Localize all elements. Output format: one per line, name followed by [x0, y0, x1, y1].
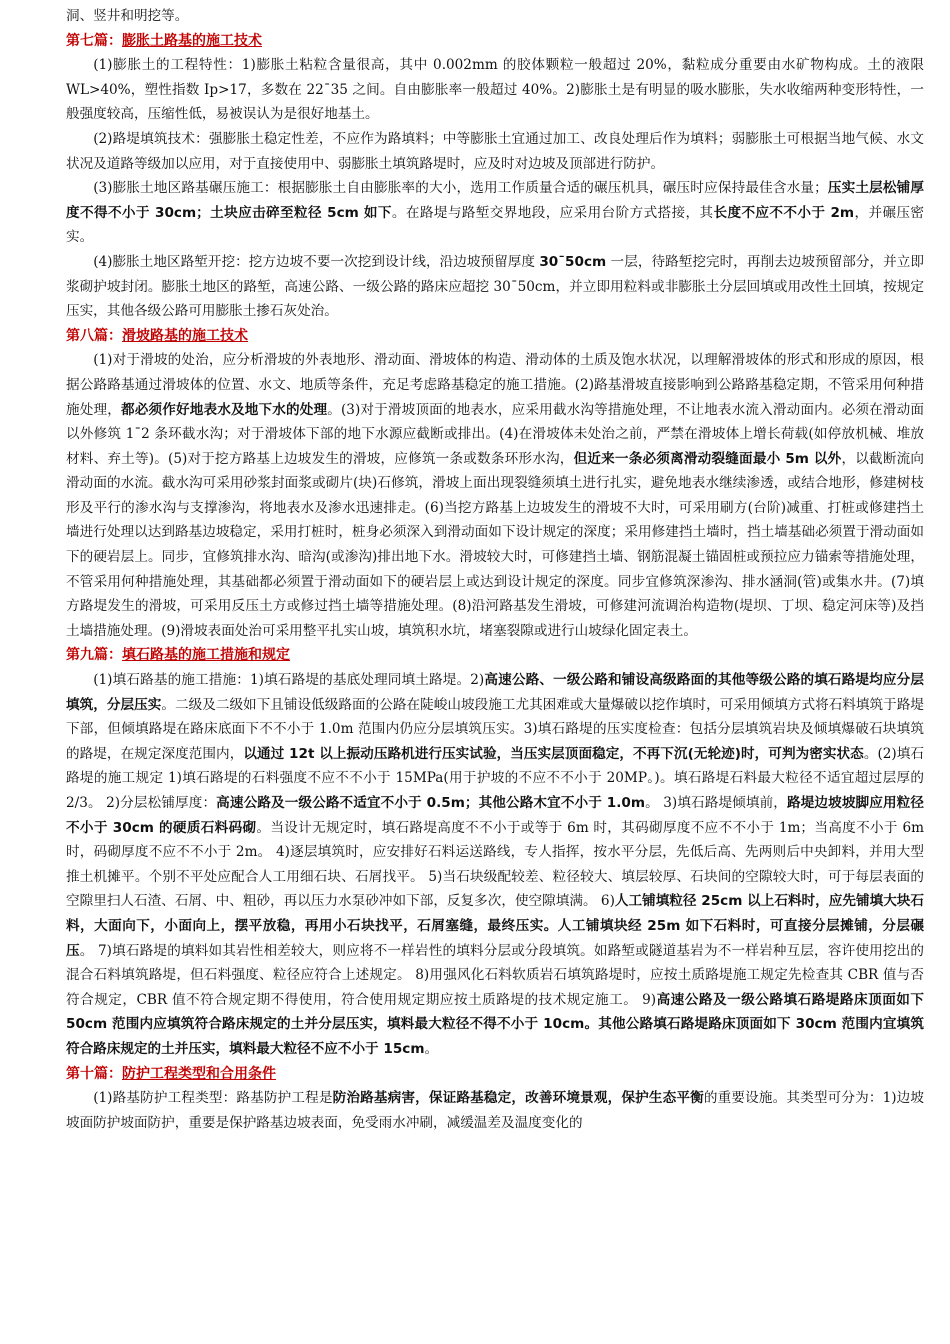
section-7-heading: [66, 29, 924, 54]
paragraph-text: (4)膨胀土地区路堑开挖：挖方边坡不要一次挖到设计线，沿边坡预留厚度: [93, 253, 540, 270]
section-9-paragraph-1: [66, 668, 924, 1062]
bold-emphasis: 30¯50cm: [539, 253, 607, 270]
bold-emphasis: 路堤边坡坡脚应用粒径不小于 30cm 的硬质石料码砌: [66, 795, 924, 836]
section-10-paragraph-1: [66, 1086, 924, 1135]
paragraph-text: ，并碾压密实。: [66, 204, 925, 246]
section-8-prefix: 第八篇：: [66, 327, 122, 344]
section-7-paragraph-3: [66, 176, 924, 250]
bold-emphasis: 长度不应不不小于 2m: [713, 204, 855, 221]
bold-emphasis: 人工铺填粒径 25cm 以上石料时，应先铺填大块石料，大面向下，小面向上，摆平放稳，再用小石块找平，石屑塞缝，最终压实。人工铺填块经 25m 如下石料时，可直接分层摊铺，分层碾压: [66, 893, 924, 959]
paragraph-text: (1)填石路基的施工措施：1)填石路堤的基底处理同填土路堤。2): [93, 672, 485, 689]
paragraph-text: (3)膨胀土地区路基碾压施工：根据膨胀土自由膨胀率的大小，选用工作质量合适的碾压机具，碾压时应保持最佳含水量；: [93, 180, 828, 197]
paragraph-text: 。: [424, 1040, 439, 1057]
section-10-title: 防护工程类型和合用条件: [122, 1065, 276, 1082]
section-10-prefix: 第十篇：: [66, 1065, 122, 1082]
paragraph-text: 。 3)填石路堤倾填前，: [645, 795, 788, 811]
paragraph-text: ，以截断流向滑动面的水流。截水沟可采用砂浆封面浆或砌片(块)石修筑，滑坡上面出现裂缝须填土进行扎实，避免地表水继续渗透，或结合地形，修建树枝形及平行的渗水沟与支撑渗沟，将地表水及渗水迅速排走。(6)当挖方路基上边坡发生的滑坡不大时，可采用刷方(台阶)减重、打桩或修建挡土墙进行处理以达到路基边坡稳定，采用打桩时，桩身必须深入到滑动面如下设计规定的深度；采用修建挡土墙时，挡土墙基础必须置于滑动面如下的硬岩层上。同步，宜修筑排水沟、暗沟(或渗沟)排出地下水。滑坡较大时，可修建挡土墙、钢筋混凝土锚固桩或预拉应力锚索等措施处理，不管采用何种措施处理，其基础都必须置于滑动面如下的硬岩层上或达到设计规定的深度。同步宜修筑深渗沟、排水涵洞(管)或集水井。(7)填方路堤发生的滑坡，可采用反压土方或修过挡土墙等措施处理。(8)沿河路基发生滑坡，可修建河流调治构造物(堤坝、丁坝、稳定河床等)及挡土墙措施处理。(9)滑坡表面处治可采用整平扎实山坡，填筑积水坑，堵塞裂隙或进行山坡绿化固定表土。: [66, 450, 924, 639]
paragraph-text: (1)对于滑坡的处治，应分析滑坡的外表地形、滑动面、滑坡体的构造、滑动体的土质及饱水状况，以理解滑坡体的形式和形成的原因，根据公路路基通过滑坡体的位置、水文、地质等条件，充足考虑路基稳定的施工措施。(2)路基滑坡直接影响到公路路基稳定期，不管采用何种措施处理，: [66, 352, 924, 418]
section-8-paragraph-1: [66, 348, 924, 643]
section-9-prefix: 第九篇：: [66, 647, 122, 664]
bold-emphasis: 高速公路、一级公路和铺设高级路面的其他等级公路的填石路堤均应分层填筑，分层压实: [66, 672, 924, 713]
section-7-prefix: 第七篇：: [66, 32, 122, 49]
paragraph-text: 。(3)对于滑坡顶面的地表水，应采用截水沟等措施处理，不让地表水流入滑动面内。必须在滑动面以外修筑 1¯2 条环截水沟；对于滑坡体下部的地下水源应截断或排出。(4)在滑坡体未处治之前，严禁在滑坡体上增长荷载(如停放机械、堆放材料、弃土等)。(5)对于挖方路基上边坡发生的滑坡，应修筑一条或数条环形水沟，: [66, 401, 924, 467]
bold-emphasis: 防治路基病害，保证路基稳定，改善环境景观，保护生态平衡: [332, 1090, 704, 1107]
section-7-paragraph-4: [66, 250, 924, 324]
paragraph-text: 。 7)填石路堤的填料如其岩性相差较大，则应将不一样岩性的填料分层或分段填筑。如路堑或隧道基岩为不一样岩种互层，容许使用挖出的混合石料填筑路堤，但石料强度、粒径应符合上述规定。 8)用强风化石料软质岩石填筑路堤时，应按土质路堤施工规定先检查其 CBR 值与否符合规定，CBR 值不符合规定期不得使用，符合使用规定期应按土质路堤的技术规定施工。 9): [66, 942, 924, 1008]
section-7-paragraph-2: (2)路堤填筑技术：强膨胀土稳定性差，不应作为路填料；中等膨胀土宜通过加工、改良处理后作为填料；弱膨胀土可根据当地气候、水文状况及道路等级加以应用，对于直接使用中、弱膨胀土填筑路堤时，应及时对边坡及顶部进行防护。: [66, 130, 924, 172]
paragraph-text: 一层，待路堑挖完时，再削去边坡预留部分，并立即浆砌护坡封闭。膨胀土地区的路堑，高速公路、一级公路的路床应超挖 30¯50cm，并立即用粒料或非膨胀土分层回填或用改性土回填，按规定压实，其他各级公路可用膨胀土掺石灰处治。: [66, 253, 924, 320]
section-9-title: 填石路基的施工措施和规定: [122, 647, 290, 664]
bold-emphasis: 压实土层松铺厚度不得不小于 30cm；土块应击碎至粒径 5cm 如下: [66, 180, 924, 221]
section-9-heading: [66, 643, 924, 668]
paragraph-text: 。当设计无规定时，填石路堤高度不不小于或等于 6m 时，其码砌厚度不应不不小于 1m；当高度不小于 6m 时，码砌厚度不应不不小于 2m。 4)逐层填筑时，应安排好石料运送路线，专人指挥，按水平分层，先低后高、先两则后中央卸料，并用大型推土机摊平。个别不平处应配合人工用细石块、石屑找平。 5)当石块级配较差、粒径较大、填层较厚、石块间的空隙较大时，可于每层表面的空隙里扫人石渣、石屑、中、粗砂，再以压力水泵砂冲如下部，反复多次，使空隙填满。 6): [66, 819, 925, 910]
bold-emphasis: 高速公路及一级公路不适宜不小于 0.5m；其他公路木宜不小于 1.0m: [216, 795, 646, 811]
paragraph-text: 的重要设施。其类型可分为：1)边坡坡面防护坡面防护，重要是保护路基边坡表面，免受雨水冲刷，减缓温差及温度变化的: [66, 1090, 925, 1131]
paragraph-text: 。在路堤与路堑交界地段，应采用台阶方式搭接，其: [391, 204, 714, 221]
section-8-title: 滑坡路基的施工技术: [122, 327, 248, 344]
lead-in-text: 洞、竖井和明挖等。: [66, 8, 189, 24]
section-8-heading: [66, 324, 924, 349]
bold-emphasis: 都必须作好地表水及地下水的处理: [121, 401, 328, 418]
section-10-heading: [66, 1062, 924, 1087]
paragraph-text: (1)路基防护工程类型：路基防护工程是: [93, 1090, 333, 1107]
bold-emphasis: 以通过 12t 以上振动压路机进行压实试验，当压实层顶面稳定，不再下沉(无轮迹)时，可判为密实状态: [243, 745, 864, 762]
bold-emphasis: 高速公路及一级公路填石路堤路床顶面如下 50cm 范围内应填筑符合路床规定的土并分层压实，填料最大粒径不得不小于 10cm。其他公路填石路堤路床顶面如下 30cm 范围内宜填筑符合路床规定的土并压实，填料最大粒径不应不小于 15cm: [66, 991, 924, 1057]
section-7-paragraph-1: (1)膨胀土的工程特性：1)膨胀土粘粒含量很高，其中 0.002mm 的胶体颗粒一般超过 20%，黏粒成分重要由水矿物构成。土的液限 WL>40%，塑性指数 Ip>17，多数在 22¯35 之间。自由膨胀率一般超过 40%。2)膨胀土是有明显的吸水膨胀，失水收缩两种变形特性，一般强度较高，压缩性低，易被误认为是很好地基土。: [66, 57, 924, 123]
paragraph-text: 。(2)填石路堤的施工规定 1)填石路堤的石料强度不应不不小于 15MPa(用于护坡的不应不不小于 20MP。)。填石路堤石料最大粒径不适宜超过层厚的 2/3。 2)分层松铺厚度：: [66, 745, 924, 811]
bold-emphasis: 但近来一条必须离滑动裂缝面最小 5m 以外: [573, 450, 842, 467]
paragraph-text: 。二级及二级如下且铺设低级路面的公路在陡峻山坡段施工尤其困难或大量爆破以挖作填时，可采用倾填方式将石料填筑于路堤下部，但倾填路堤在路床底面下不不小于 1.0m 范围内仍应分层填筑压实。3)填石路堤的压实度检查：包括分层填筑岩块及倾填爆破石块填筑的路堤，在规定深度范围内，: [66, 696, 925, 762]
section-7-title: 膨胀土路基的施工技术: [122, 32, 262, 49]
